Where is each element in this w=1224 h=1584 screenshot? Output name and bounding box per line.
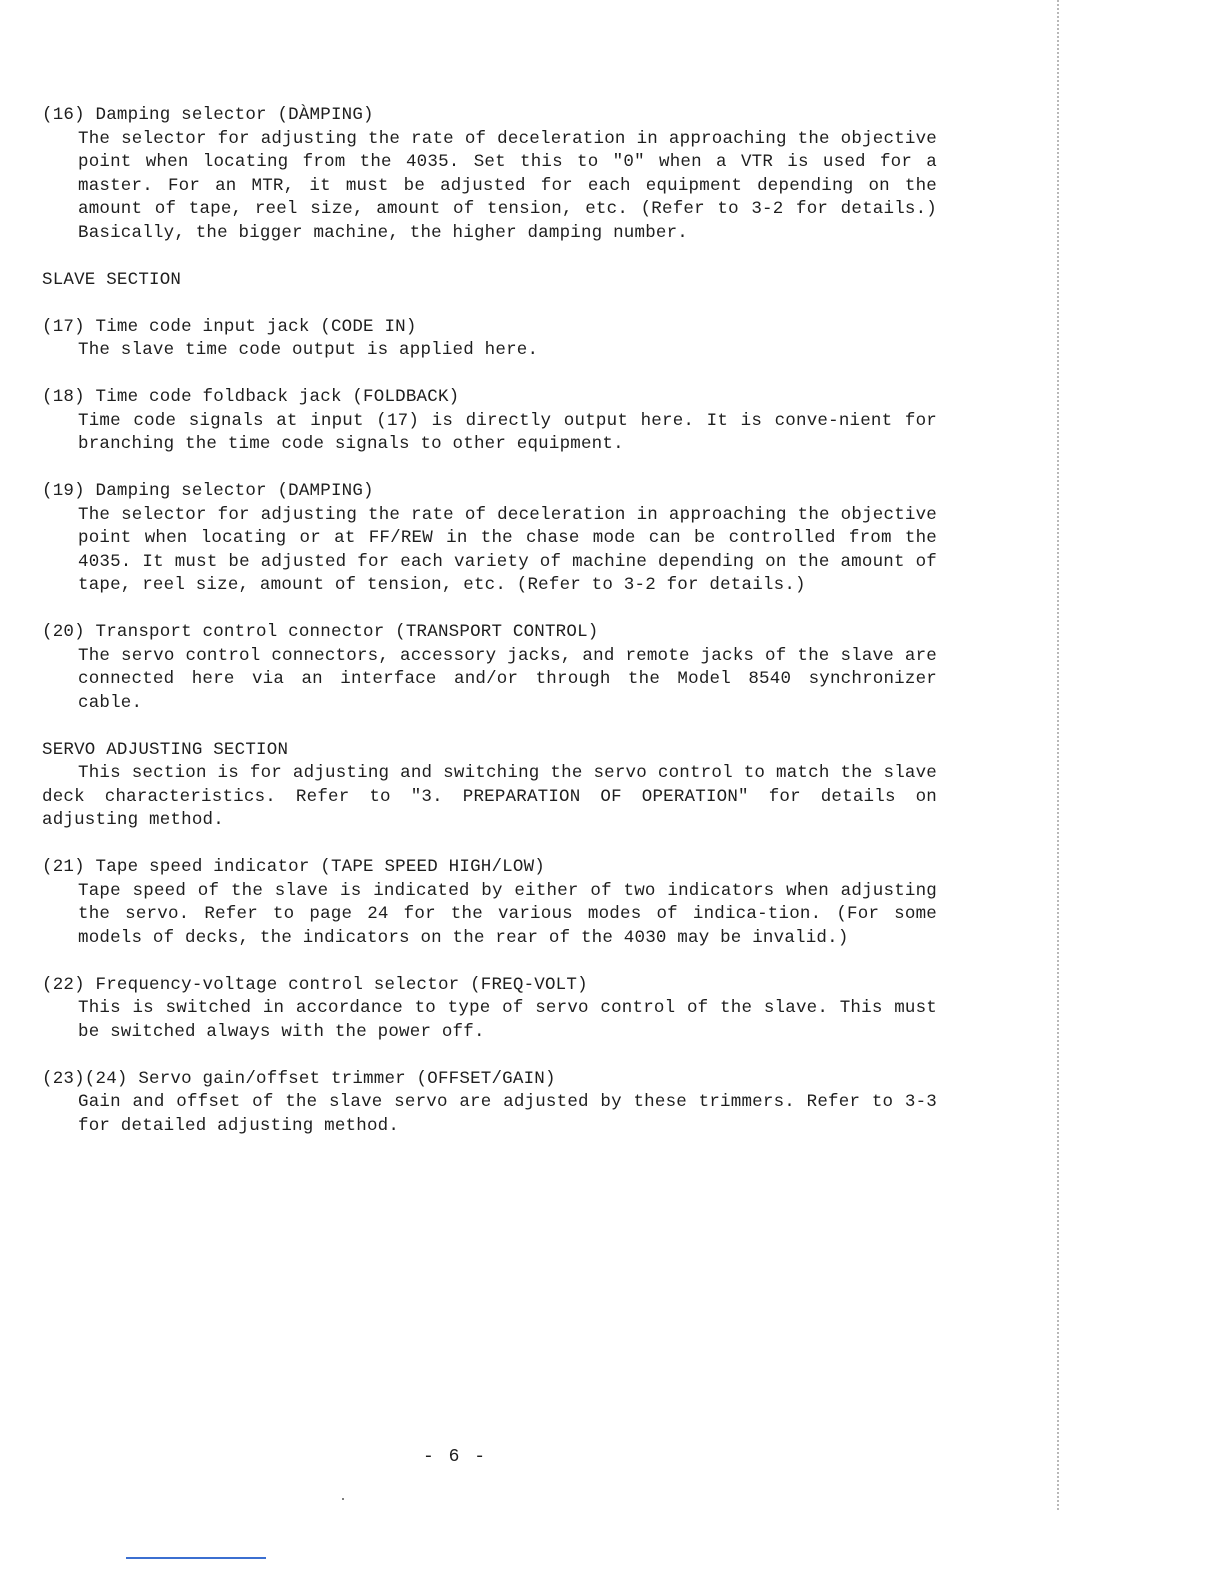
section-heading-servo: SERVO ADJUSTING SECTION xyxy=(42,739,289,760)
section-intro: This section is for adjusting and switching the servo control to match the slave deck characteristics. Refer to "3. PREPARATION OF OPERATION" for details on adjusting method. xyxy=(42,763,937,830)
item-body: The selector for adjusting the rate of deceleration in approaching the objective point when locating from the 4035. Set this to "0" when a VTR is used for a master. For an MTR, it must be adjusted for each equipment depending on the amount of tape, reel size, amount of tension, etc. (Refer to 3-2 for details.) Basically, the bigger machine, the higher damping number. xyxy=(78,128,937,243)
item-16-damping-selector xyxy=(42,104,937,245)
page-number: - 6 - xyxy=(422,1447,487,1467)
item-heading: (20) Transport control connector (TRANSPORT CONTROL) xyxy=(42,622,599,642)
item-18-foldback xyxy=(42,386,937,457)
item-body: This is switched in accordance to type of servo control of the slave. This must be switched always with the power off. xyxy=(78,998,937,1042)
item-19-damping-selector xyxy=(42,480,937,598)
item-heading: (17) Time code input jack (CODE IN) xyxy=(42,316,417,337)
page-content xyxy=(42,104,937,1138)
binding-margin-dots xyxy=(1057,0,1059,1510)
item-body: The servo control connectors, accessory jacks, and remote jacks of the slave are connected here via an interface and/or through the Model 8540 synchronizer cable. xyxy=(78,645,937,713)
scan-speck xyxy=(342,1498,344,1500)
item-17-code-in xyxy=(42,316,937,363)
item-22-freq-volt xyxy=(42,974,937,1045)
item-21-tape-speed-indicator xyxy=(42,856,937,950)
item-body: Gain and offset of the slave servo are adjusted by these trimmers. Refer to 3-3 for detailed adjusting method. xyxy=(78,1092,937,1136)
item-heading: (16) Damping selector (DÀMPING) xyxy=(42,105,374,125)
item-heading: (23)(24) Servo gain/offset trimmer (OFFSET/GAIN) xyxy=(42,1068,556,1089)
footer-rule xyxy=(126,1557,266,1559)
item-heading: (22) Frequency-voltage control selector (FREQ-VOLT) xyxy=(42,974,588,995)
section-heading-slave: SLAVE SECTION xyxy=(42,269,182,290)
item-heading: (19) Damping selector (DAMPING) xyxy=(42,481,374,501)
item-body: Tape speed of the slave is indicated by either of two indicators when adjusting the servo. Refer to page 24 for the various modes of indica-tion. (For some models of decks, the indicators on the rear of the 4030 may be invalid.) xyxy=(78,880,937,948)
item-20-transport-control xyxy=(42,621,937,715)
item-heading: (18) Time code foldback jack (FOLDBACK) xyxy=(42,387,460,407)
item-body: The selector for adjusting the rate of deceleration in approaching the objective point when locating or at FF/REW in the chase mode can be controlled from the 4035. It must be adjusted for each variety of machine depending on the amount of tape, reel size, amount of tension, etc. (Refer to 3-2 for details.) xyxy=(78,504,937,595)
item-body: Time code signals at input (17) is directly output here. It is conve-nient for branching the time code signals to other equipment. xyxy=(78,410,937,454)
item-heading: (21) Tape speed indicator (TAPE SPEED HIGH/LOW) xyxy=(42,857,545,877)
item-body: The slave time code output is applied here. xyxy=(78,340,539,360)
item-23-24-offset-gain xyxy=(42,1068,937,1139)
